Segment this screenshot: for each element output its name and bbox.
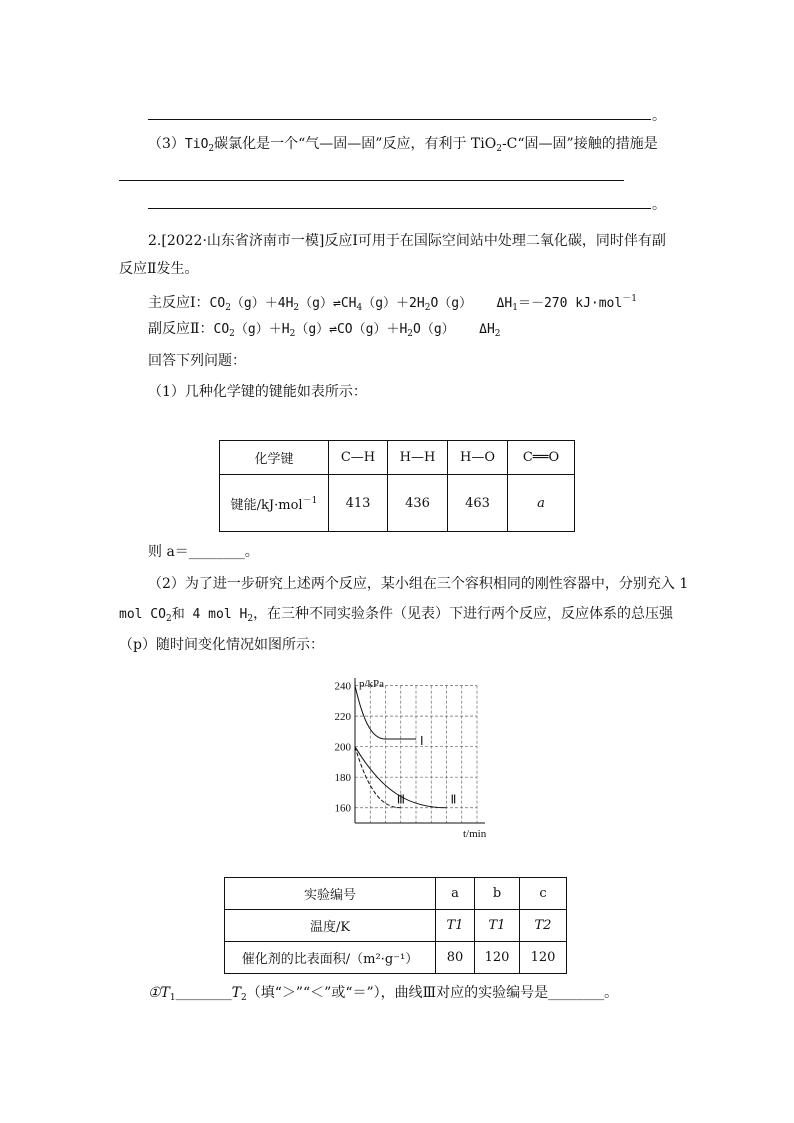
q3-tio: TiO (184, 137, 209, 152)
end-mark-1: 。 (652, 108, 666, 124)
bond-value: 463 (448, 475, 508, 532)
end-mark-2: 。 (652, 197, 666, 213)
bond-header: C—H (329, 441, 388, 475)
q2-line2: 反应Ⅱ发生。 (119, 261, 199, 277)
curve-label: Ⅱ (450, 792, 457, 807)
exp-area-label: 催化剂的比表面积/（m²·g⁻¹） (225, 942, 436, 974)
exp-header: c (520, 878, 567, 910)
p2-line3: （p）随时间变化情况如图所示： (119, 637, 324, 653)
bond-header: C══O (508, 441, 575, 475)
bond-value: a (508, 475, 575, 532)
side-reaction: 副反应Ⅱ：$CO_2(g)+H_2(g)\rightleftharpoons CO(g)+H_2O(g)$ $\Delta H_2$ (148, 321, 501, 339)
bond-value: 413 (329, 475, 388, 532)
answer-line-3 (148, 208, 651, 209)
bond-header: H—H (388, 441, 448, 475)
chart-axes (355, 678, 485, 823)
exp-temp-cell: T1 (436, 910, 475, 942)
exp-header: a (436, 878, 475, 910)
answer-line-1 (148, 119, 651, 120)
y-tick-label: 200 (334, 741, 351, 754)
p2-line1: （2）为了进一步研究上述两个反应，某小组在三个容积相同的刚性容器中，分别充入 1 (148, 576, 689, 592)
exp-temp-cell: T1 (475, 910, 520, 942)
y-axis-label: p/kPa (359, 678, 385, 690)
dh2: ΔH (479, 322, 495, 337)
exp-header: b (475, 878, 520, 910)
exp-area-row (225, 942, 567, 974)
answer-line-2 (119, 180, 624, 181)
exp-area-cell: 120 (520, 942, 567, 974)
q3-rest: -C“固—固”接触的措施是 (501, 136, 658, 152)
question-3 (148, 134, 658, 159)
q3-sub-b: 2 (496, 144, 502, 154)
chart-grid (355, 686, 477, 823)
experiment-table (224, 877, 567, 974)
exp-temp-label: 温度/K (225, 910, 436, 942)
chart-labels (335, 678, 487, 840)
co2: CO (209, 296, 226, 311)
exp-temp-row (225, 910, 567, 942)
main-reaction: 主反应Ⅰ：$CO_2(g)+4H_2(g)\rightleftharpoons CH_4(g)+2H_2O(g)$ $\Delta H_1=-270$ kJ·mol$^{-1}$ (148, 294, 637, 313)
exp-area-cell: 80 (436, 942, 475, 974)
bond-header: H—O (448, 441, 508, 475)
bond-table-header-row (220, 441, 575, 475)
x-axis-label: t/min (463, 828, 487, 840)
q3-sub: 2 (208, 144, 215, 154)
bond-energy-table (219, 440, 575, 532)
pressure-time-chart (322, 673, 502, 843)
answer-prompt: 回答下列问题： (148, 353, 246, 369)
bond-table-value-row (220, 475, 575, 532)
side-rx-label: 副反应Ⅱ： (148, 321, 214, 337)
curve-label: Ⅰ (420, 734, 424, 749)
bond-row-label: 键能/kJ·mol$^{-1}$ (220, 475, 329, 532)
bond-value: 436 (388, 475, 448, 532)
exp-header: 实验编号 (225, 878, 436, 910)
final-question: $①T_1\_\_\_\_\_\_\_\_T_2$（填“＞”“＜”或“＝”），曲线Ⅲ对应的实验编号是________。 (148, 985, 619, 1003)
dh1: ΔH (496, 296, 513, 311)
main-rx-label: 主反应Ⅰ： (148, 295, 210, 311)
p2-line2: mol $CO_2$和 4 mol $H_2$，在三种不同实验条件（见表）下进行两个反应，反应体系的总压强 (119, 606, 674, 624)
curve-label: Ⅲ (396, 792, 406, 807)
p1-label: （1）几种化学键的键能如表所示： (148, 384, 367, 400)
y-tick-label: 160 (334, 802, 351, 815)
y-tick-label: 220 (334, 711, 351, 724)
q2-line1: 2.[2022·山东省济南市一模]反应Ⅰ可用于在国际空间站中处理二氧化碳，同时伴有副 (148, 233, 666, 249)
q3-mid: 碳氯化是一个“气—固—固”反应，有利于 TiO (214, 136, 497, 152)
p1-answer: 则 a＝________。 (148, 544, 259, 560)
y-tick-label: 240 (334, 680, 351, 693)
exp-area-cell: 120 (475, 942, 520, 974)
y-tick-label: 180 (334, 772, 351, 785)
bond-header: 化学键 (220, 441, 329, 475)
q3-prefix: （3） (148, 136, 185, 152)
exp-temp-cell: T2 (520, 910, 567, 942)
exp-header-row (225, 878, 567, 910)
